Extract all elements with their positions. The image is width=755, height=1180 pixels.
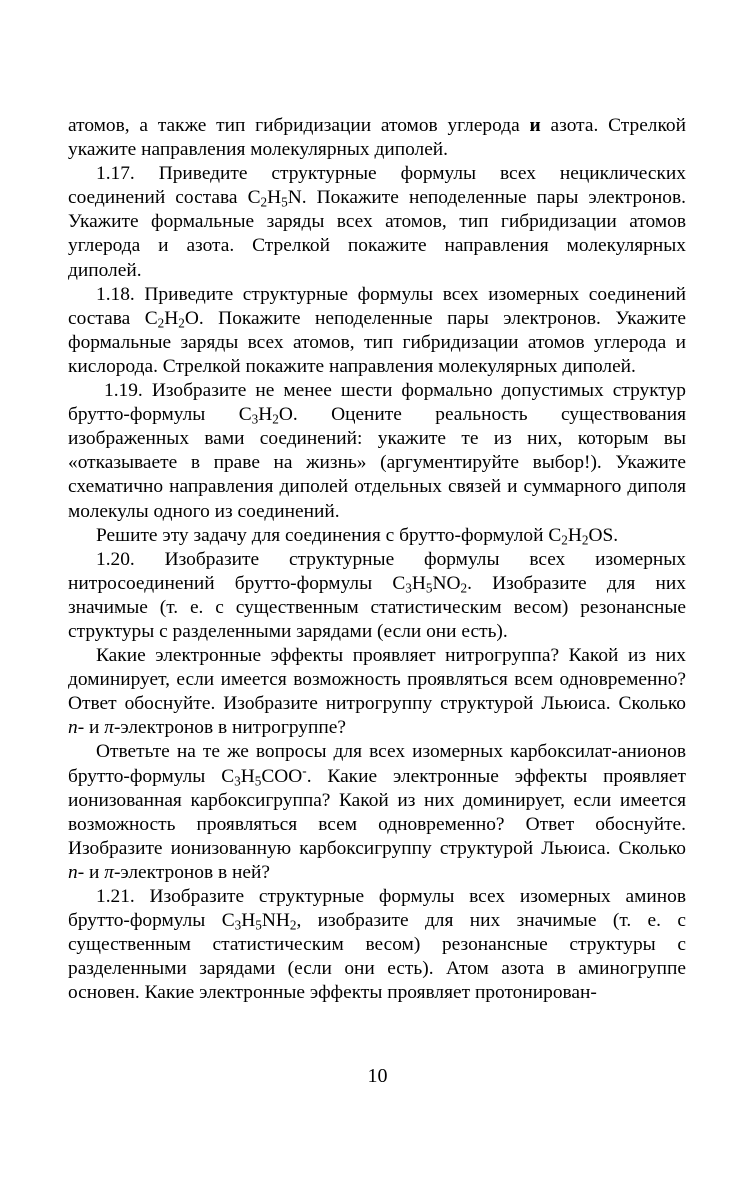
- text-run: 1.17. Приведите структурные формулы всех нециклических соединений состава C: [68, 163, 686, 209]
- formula-subscript: 2: [581, 531, 589, 547]
- formula-subscript: 2: [289, 917, 297, 933]
- formula-subscript: 5: [255, 917, 262, 933]
- text-run: H: [567, 524, 582, 546]
- formula-subscript: 3: [251, 411, 259, 427]
- formula-subscript: 3: [405, 580, 412, 596]
- page-number: 10: [367, 1065, 388, 1087]
- problem-1-21: [68, 885, 686, 1005]
- text-run: H: [258, 404, 273, 426]
- formula-subscript: 3: [234, 772, 241, 788]
- text-run: 1.18. Приведите структурные формулы всех изомерных соединений состава C: [68, 283, 686, 329]
- text-run: -электронов в ней?: [113, 861, 270, 883]
- text-run: , изобразите для них значимые (т. е. с существенным статистическим весом) резонансные структуры с разделенными зарядами (если они есть). Атом азота в аминогруппе основен. Какие электронные эффекты проявляет протонирован-: [68, 910, 686, 1004]
- formula-subscript: 5: [425, 580, 433, 596]
- formula-subscript: 2: [157, 315, 165, 331]
- formula-subscript: 2: [178, 315, 185, 331]
- text-run: n: [68, 861, 78, 883]
- formula-subscript: 5: [281, 194, 288, 210]
- problem-1-20-questions: [68, 644, 686, 740]
- problem-1-17: [68, 162, 686, 282]
- formula-superscript: -: [302, 762, 307, 778]
- text-run: O. Покажите неподеленные пары электронов. Укажите формальные заряды всех атомов, тип гибридизации атомов углерода и кислорода. Стрелкой покажите направления молекулярных диполей.: [68, 307, 686, 377]
- paragraph-continuation: [68, 114, 686, 162]
- problem-1-20: [68, 548, 686, 644]
- formula-subscript: 2: [460, 580, 468, 596]
- text-run: и: [529, 115, 541, 136]
- problem-1-19-variant: [68, 524, 686, 548]
- text-run: O. Оцените реальность существования изображенных вами соединений: укажите те из них, которым вы «отказываете в праве на жизнь» (аргументируйте выбор!). Укажите схематично направления диполей отдельных связей и суммарного диполя молекулы одного из соединений.: [68, 404, 687, 522]
- formula-subscript: 3: [234, 917, 242, 933]
- text-run: -электронов в нитрогруппе?: [113, 717, 346, 739]
- text-run: COO: [261, 765, 303, 787]
- text-run: 1.20. Изобразите структурные формулы всех изомерных нитросоединений брутто-формулы C: [68, 548, 686, 594]
- page-body: [68, 114, 686, 1005]
- problem-1-20-carboxylate: [68, 740, 686, 885]
- text-run: Ответьте на те же вопросы для всех изомерных карбоксилат-анионов брутто-формулы C: [68, 741, 686, 787]
- text-run: атомов, а также тип гибридизации атомов углерода: [68, 115, 530, 136]
- text-run: 1.21. Изобразите структурные формулы всех изомерных аминов брутто-формулы C: [68, 886, 686, 932]
- text-run: Какие электронные эффекты проявляет нитрогруппа? Какой из них доминирует, если имеется возможность проявляться всем одновременно? Ответ обоснуйте. Изобразите нитрогруппу структурой Льюиса. Сколько: [68, 645, 686, 715]
- text-run: . Какие электронные эффекты проявляет ионизованная карбоксигруппа? Какой из них доминирует, если имеется возможность проявляться всем одновременно? Ответ обоснуйте. Изобразите ионизованную карбоксигруппу структурой Льюиса. Сколько: [68, 765, 686, 859]
- text-run: n: [68, 717, 78, 739]
- text-run: - и: [77, 861, 105, 883]
- text-run: H: [240, 765, 255, 787]
- text-run: Решите эту задачу для соединения с брутто-формулой C: [96, 524, 562, 546]
- formula-subscript: 2: [272, 411, 279, 427]
- text-run: OS.: [588, 524, 619, 546]
- text-run: 1.19. Изобразите не менее шести формально допустимых структур брутто-формулы C: [68, 380, 686, 426]
- problem-1-18: [68, 283, 686, 379]
- formula-subscript: 2: [260, 194, 268, 210]
- text-run: H: [164, 307, 179, 329]
- text-run: NO: [432, 572, 461, 594]
- text-run: азота. Стрелкой укажите направления молекулярных диполей.: [68, 115, 686, 161]
- text-run: π: [104, 861, 114, 883]
- text-run: H: [241, 910, 256, 932]
- text-run: . Изобразите для них значимые (т. е. с существенным статистическим весом) резонансные структуры с разделенными зарядами (если они есть).: [68, 572, 686, 642]
- problem-1-19: [68, 379, 686, 524]
- formula-subscript: 2: [561, 531, 568, 547]
- formula-subscript: 5: [254, 772, 262, 788]
- text-run: - и: [77, 717, 105, 739]
- text-run: N. Покажите неподеленные пары электронов. Укажите формальные заряды всех атомов, тип гибридизации атомов углерода и азота. Стрелкой покажите направления молекулярных диполей.: [68, 187, 686, 281]
- text-run: H: [411, 572, 426, 594]
- text-run: NH: [261, 910, 290, 932]
- text-run: π: [104, 717, 114, 739]
- text-run: H: [267, 187, 282, 209]
